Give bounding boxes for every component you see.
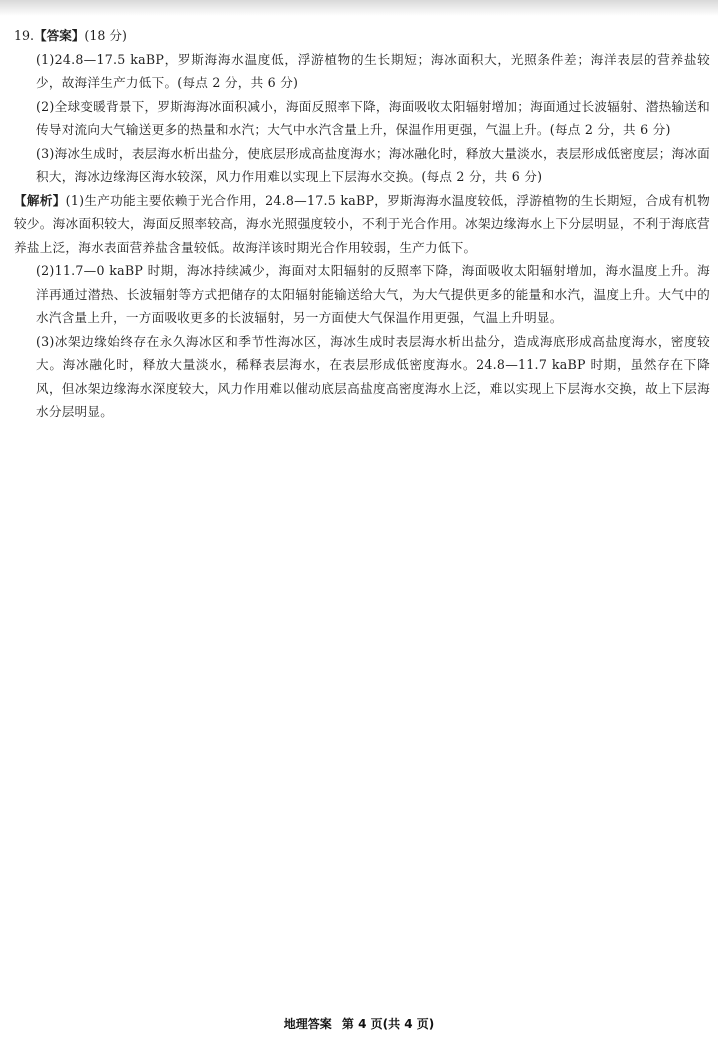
- answer-block: [14, 48, 710, 189]
- question-header: [14, 24, 710, 48]
- answer-paragraph-2: (2)全球变暖背景下，罗斯海海冰面积减小，海面反照率下降，海面吸收太阳辐射增加；海面通过长波辐射、潜热输送和传导对流向大气输送更多的热量和水汽；大气中水汽含量上升，保温作用更强，气温上升。(每点 2 分，共 6 分): [36, 98, 710, 137]
- question-score: (18 分): [84, 28, 127, 43]
- answer-tag: 【答案】: [34, 28, 85, 43]
- footer-page-number: 第 4 页(共 4 页): [341, 1017, 435, 1031]
- analysis-tag: 【解析】: [14, 192, 66, 208]
- page-footer: [0, 1015, 718, 1032]
- document-page: [14, 24, 710, 424]
- analysis-block: [14, 189, 710, 424]
- analysis-paragraph-2: (2)11.7—0 kaBP 时期，海冰持续减少，海面对太阳辐射的反照率下降，海面吸收太阳辐射增加，海水温度上升。海洋再通过潜热、长波辐射等方式把储存的太阳辐射能输送给大气，为大气提供更多的能量和水汽，温度上升。大气中的水汽含量上升，一方面吸收更多的长波辐射，另一方面使大气保温作用更强，气温上升明显。: [36, 263, 710, 325]
- answer-paragraph-1: (1)24.8—17.5 kaBP，罗斯海海水温度低，浮游植物的生长期短；海冰面积大，光照条件差；海洋表层的营养盐较少，故海洋生产力低下。(每点 2 分，共 6 分): [36, 51, 710, 90]
- answer-paragraph-3: (3)海冰生成时，表层海水析出盐分，使底层形成高盐度海水；海冰融化时，释放大量淡水，表层形成低密度层；海冰面积大，海冰边缘海区海水较深，风力作用难以实现上下层海水交换。(每点 2 分，共 6 分): [36, 145, 710, 184]
- analysis-text-1: (1)生产功能主要依赖于光合作用，24.8—17.5 kaBP，罗斯海海水温度较低，浮游植物的生长期短，合成有机物较少。海冰面积较大，海面反照率较高，海水光照强度较小，不利于光合作用。冰架边缘海水上下分层明显，不利于海底营养盐上泛，海水表面营养盐含量较低。故海洋该时期光合作用较弱，生产力低下。: [14, 192, 710, 255]
- question-number: 19.: [14, 28, 35, 43]
- footer-subject: 地理答案: [283, 1017, 332, 1031]
- scan-top-shadow: [0, 0, 718, 16]
- analysis-paragraph-3: (3)冰架边缘始终存在永久海冰区和季节性海冰区，海冰生成时表层海水析出盐分，造成海底形成高盐度海水，密度较大。海冰融化时，释放大量淡水，稀释表层海水，在表层形成低密度海水。24.8—11.7 kaBP 时期，虽然存在下降风，但冰架边缘海水深度较大，风力作用难以催动底层高盐度高密度海水上泛，难以实现上下层海水交换，故上下层海水分层明显。: [36, 333, 710, 419]
- analysis-paragraph-1: [14, 189, 710, 260]
